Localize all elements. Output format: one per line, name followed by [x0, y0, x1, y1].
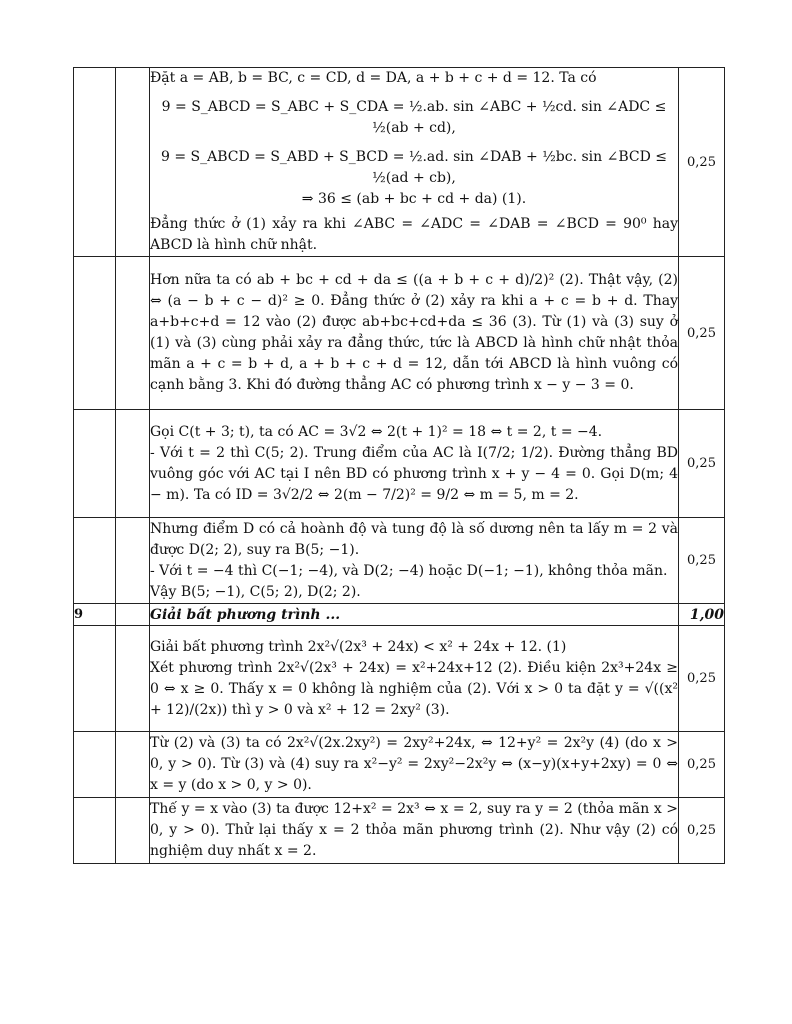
step-text: - Với t = −4 thì C(−1; −4), và D(2; −4) hoặc D(−1; −1), không thỏa mãn.	[150, 562, 668, 579]
step-text: Nhưng điểm D có cả hoành độ và tung độ là số dương nên ta lấy m = 2 và được D(2; 2), suy ra B(5; −1).	[150, 520, 678, 558]
question-cell	[74, 626, 116, 732]
step-text: Vậy B(5; −1), C(5; 2), D(2; 2).	[150, 583, 361, 600]
solution-step	[150, 798, 679, 864]
solution-table	[73, 67, 725, 864]
step-text: Giải bất phương trình 2x²√(2x³ + 24x) < x² + 24x + 12. (1)	[150, 638, 567, 655]
question-number: 9	[74, 604, 116, 626]
question-cell	[74, 732, 116, 798]
score-cell: 0,25	[679, 626, 725, 732]
step-text: Gọi C(t + 3; t), ta có AC = 3√2 ⇔ 2(t + 1)² = 18 ⇔ t = 2, t = −4.	[150, 423, 603, 440]
solution-step	[150, 257, 679, 410]
table-row	[74, 732, 725, 798]
step-text: Hơn nữa ta có ab + bc + cd + da ≤ ((a + b + c + d)/2)² (2). Thật vậy, (2) ⇔ (a − b + c − d)² ≥ 0. Đẳng thức ở (2) xảy ra khi a + c = b + d. Thay a+b+c+d = 12 vào (2) được ab+bc+cd+da ≤ 36 (3). Từ (1) và (3) suy ở (1) và (3) cùng phải xảy ra đẳng thức, tức là ABCD là hình chữ nhật thỏa mãn a + c = b + d, a + b + c + d = 12, dẫn tới ABCD là hình vuông có cạnh bằng 3. Khi đó đường thẳng AC có phương trình x − y − 3 = 0.	[150, 272, 678, 393]
part-cell	[116, 732, 150, 798]
question-cell	[74, 518, 116, 604]
table-row	[74, 410, 725, 518]
table-row	[74, 518, 725, 604]
question-title: Giải bất phương trình ...	[150, 604, 679, 626]
question-cell	[74, 257, 116, 410]
step-text: Đẳng thức ở (1) xảy ra khi ∠ABC = ∠ADC = ∠DAB = ∠BCD = 90⁰ hay ABCD là hình chữ nhật.	[150, 216, 678, 253]
question-cell	[74, 68, 116, 257]
score-cell: 0,25	[679, 798, 725, 864]
part-cell	[116, 798, 150, 864]
formula-line: 9 = S_ABCD = S_ABD + S_BCD = ½.ad. sin ∠DAB + ½bc. sin ∠BCD ≤ ½(ad + cb),	[160, 149, 668, 186]
step-text: Đặt a = AB, b = BC, c = CD, d = DA, a + b + c + d = 12. Ta có	[150, 70, 597, 86]
step-text: Xét phương trình 2x²√(2x³ + 24x) = x²+24x+12 (2). Điều kiện 2x³+24x ≥ 0 ⇔ x ≥ 0. Thấy x = 0 không là nghiệm của (2). Với x > 0 ta đặt y = √((x² + 12)/(2x)) thì y > 0 và x² + 12 = 2xy² (3).	[150, 659, 678, 718]
score-cell: 0,25	[679, 257, 725, 410]
question-total-score: 1,00	[679, 604, 725, 626]
solution-step	[150, 68, 679, 257]
solution-step	[150, 410, 679, 518]
step-text: Từ (2) và (3) ta có 2x²√(2x.2xy²) = 2xy²+24x, ⇔ 12+y² = 2x²y (4) (do x > 0, y > 0). Từ (3) và (4) suy ra x²−y² = 2xy²−2x²y ⇔ (x−y)(x+y+2xy) = 0 ⇔ x = y (do x > 0, y > 0).	[150, 735, 678, 793]
part-cell	[116, 626, 150, 732]
solution-step	[150, 732, 679, 798]
question-cell	[74, 798, 116, 864]
part-cell	[116, 518, 150, 604]
solution-step	[150, 518, 679, 604]
step-text: - Với t = 2 thì C(5; 2). Trung điểm của AC là I(7/2; 1/2). Đường thẳng BD vuông góc với AC tại I nên BD có phương trình x + y − 4 = 0. Gọi D(m; 4 − m). Ta có ID = 3√2/2 ⇔ 2(m − 7/2)² = 9/2 ⇔ m = 5, m = 2.	[150, 444, 678, 503]
part-cell	[116, 68, 150, 257]
formula-line: ⇒ 36 ≤ (ab + bc + cd + da) (1).	[301, 191, 527, 207]
step-text: Thế y = x vào (3) ta được 12+x² = 2x³ ⇔ x = 2, suy ra y = 2 (thỏa mãn x > 0, y > 0). Thử lại thấy x = 2 thỏa mãn phương trình (2). Như vậy (2) có nghiệm duy nhất x = 2.	[150, 801, 678, 859]
table-row	[74, 257, 725, 410]
question-header-row	[74, 604, 725, 626]
formula-line: 9 = S_ABCD = S_ABC + S_CDA = ½.ab. sin ∠ABC + ½cd. sin ∠ADC ≤ ½(ab + cd),	[161, 99, 667, 136]
score-cell: 0,25	[679, 518, 725, 604]
question-cell	[74, 410, 116, 518]
table-row	[74, 68, 725, 257]
score-cell: 0,25	[679, 732, 725, 798]
table-row	[74, 798, 725, 864]
solution-step	[150, 626, 679, 732]
table-row	[74, 626, 725, 732]
part-cell	[116, 410, 150, 518]
score-cell: 0,25	[679, 410, 725, 518]
score-cell: 0,25	[679, 68, 725, 257]
part-cell	[116, 604, 150, 626]
part-cell	[116, 257, 150, 410]
